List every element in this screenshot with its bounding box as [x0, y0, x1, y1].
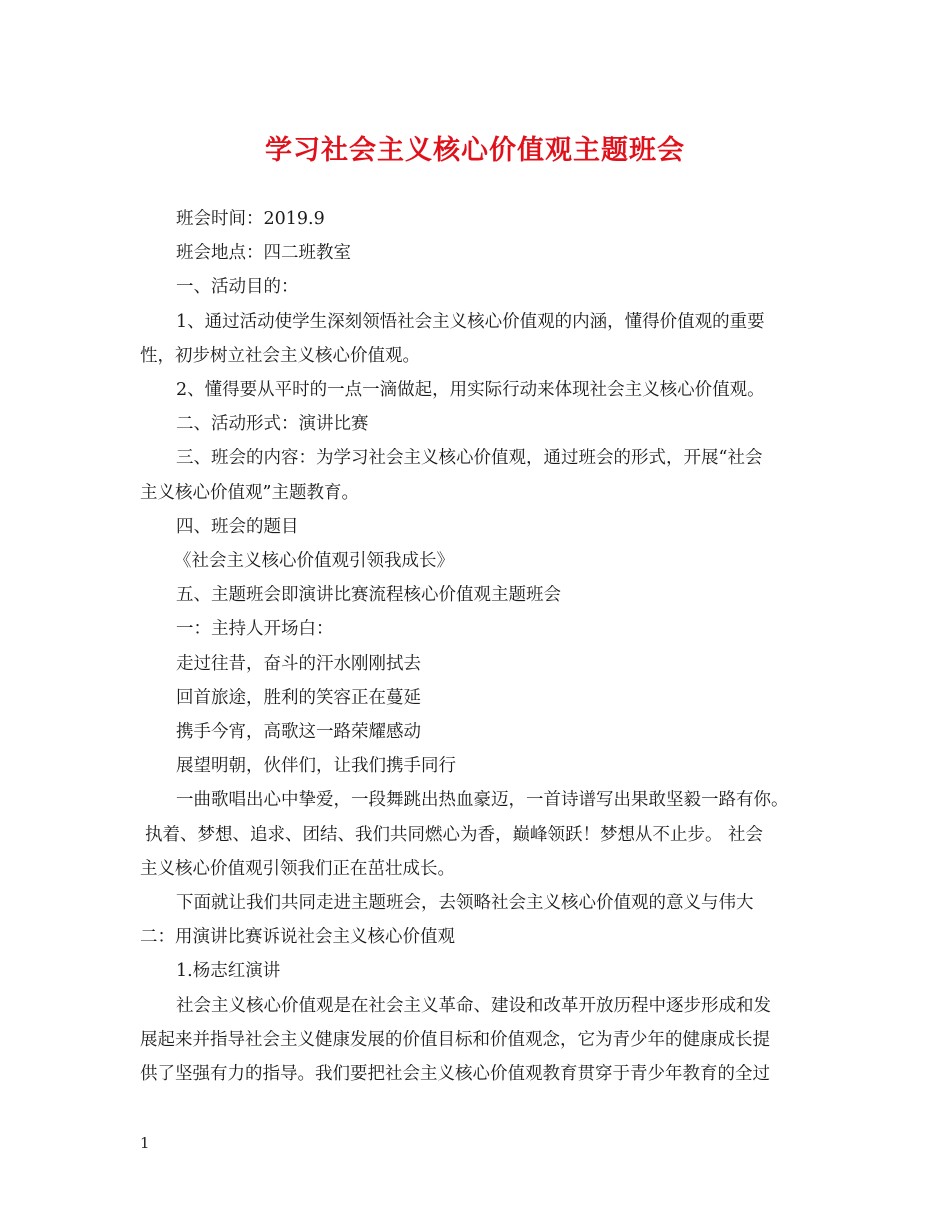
paragraph-line: 主义核心价值观”主题教育。 — [140, 482, 359, 503]
paragraph-line: 《社会主义核心价值观引领我成长》 — [174, 551, 454, 572]
page-number: 1 — [140, 1134, 150, 1152]
paragraph-line: 供了坚强有力的指导。我们要把社会主义核心价值观教育贯穿于青少年教育的全过 — [140, 1064, 770, 1085]
paragraph-line: 下面就让我们共同走进主题班会，去领略社会主义核心价值观的意义与伟大 — [176, 893, 754, 914]
poem-line: 携手今宵，高歌这一路荣耀感动 — [176, 722, 421, 743]
paragraph-line: 执着、梦想、追求、团结、我们共同燃心为香，巅峰领跃！梦想从不止步。 社会 — [145, 824, 764, 845]
paragraph-line: 三、班会的内容：为学习社会主义核心价值观，通过班会的形式，开展“社会 — [176, 448, 763, 469]
section-heading: 二、活动形式：演讲比赛 — [176, 414, 369, 435]
document-title: 学习社会主义核心价值观主题班会 — [265, 135, 685, 166]
paragraph-line: 展起来并指导社会主义健康发展的价值目标和价值观念，它为青少年的健康成长提 — [140, 1029, 770, 1050]
poem-line: 展望明朝，伙伴们，让我们携手同行 — [176, 756, 456, 777]
paragraph-line: 2、懂得要从平时的一点一滴做起，用实际行动来体现社会主义核心价值观。 — [176, 380, 765, 401]
paragraph-line: 主义核心价值观引领我们正在茁壮成长。 — [140, 858, 455, 879]
section-heading: 一：主持人开场白： — [176, 619, 334, 640]
poem-line: 走过往昔，奋斗的汗水刚刚拭去 — [176, 653, 421, 674]
document-body — [140, 202, 816, 1091]
paragraph-line: 社会主义核心价值观是在社会主义革命、建设和改革开放历程中逐步形成和发 — [176, 995, 771, 1016]
section-heading: 五、主题班会即演讲比赛流程核心价值观主题班会 — [176, 585, 561, 606]
paragraph-line: 性，初步树立社会主义核心价值观。 — [140, 345, 420, 366]
section-heading: 二：用演讲比赛诉说社会主义核心价值观 — [140, 927, 455, 948]
section-heading: 四、班会的题目 — [176, 516, 299, 537]
meeting-place-line: 班会地点：四二班教室 — [176, 243, 351, 264]
paragraph-line: 1.杨志红演讲 — [176, 961, 281, 982]
paragraph-line: 一曲歌唱出心中挚爱，一段舞跳出热血豪迈，一首诗谱写出果敢坚毅一路有你。 — [176, 790, 789, 811]
section-heading: 一、活动目的： — [176, 277, 299, 298]
meeting-time-line: 班会时间：2019.9 — [176, 209, 325, 229]
poem-line: 回首旅途，胜利的笑容正在蔓延 — [176, 687, 421, 708]
paragraph-line: 1、通过活动使学生深刻领悟社会主义核心价值观的内涵，懂得价值观的重要 — [176, 311, 765, 332]
